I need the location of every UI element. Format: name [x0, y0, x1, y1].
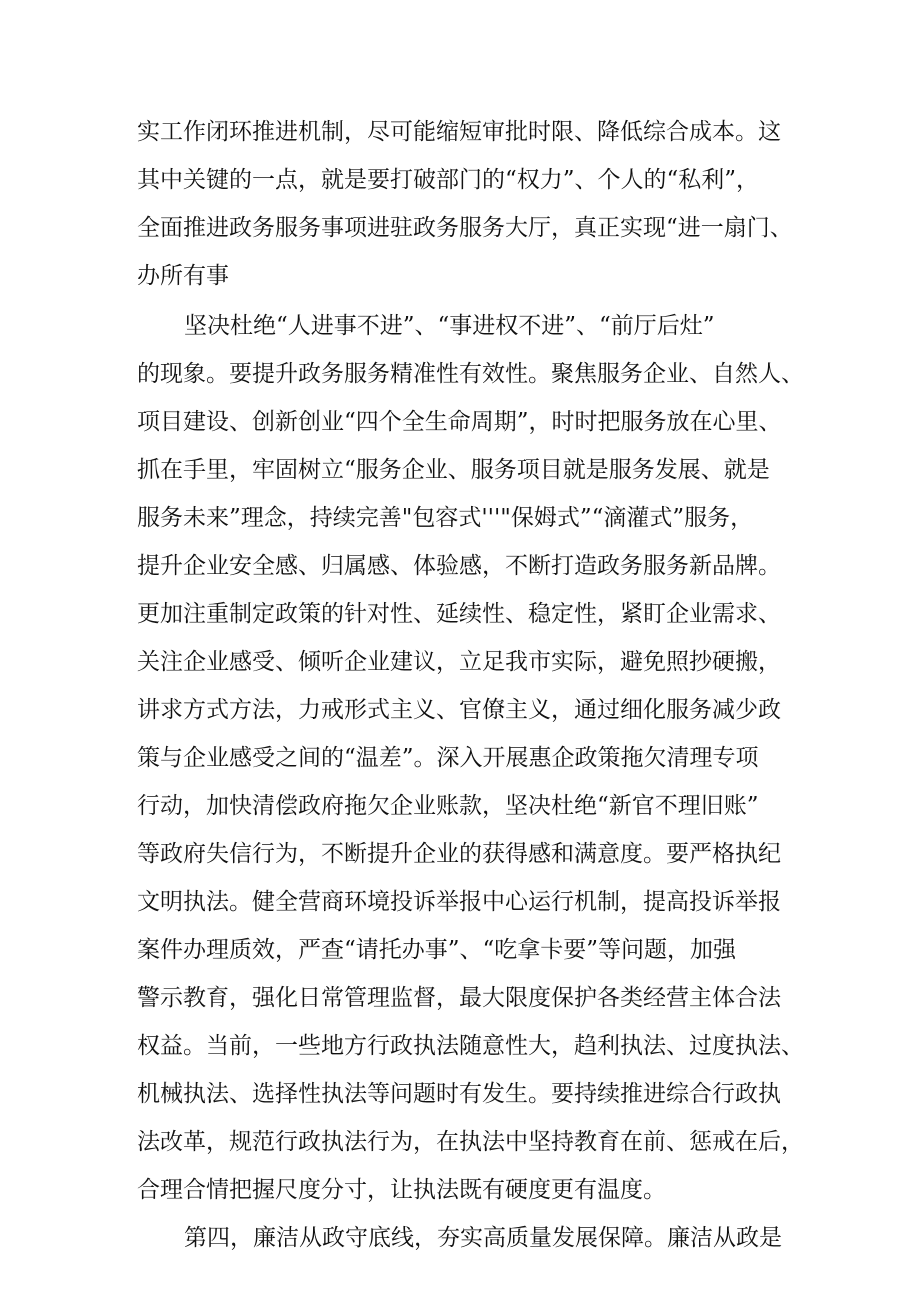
text-line: 抓在手里，牢固树立“服务企业、服务项目就是服务发展、就是 [137, 457, 770, 483]
text-line: 等政府失信行为，不断提升企业的获得感和满意度。要严格执纪 [137, 841, 781, 867]
text-line: 讲求方式方法，力戒形式主义、官僚主义，通过细化服务减少政 [137, 697, 781, 723]
text-line: 合理合情把握尺度分寸，让执法既有硬度更有温度。 [137, 1177, 666, 1203]
text-line: 法改革，规范行政执法行为，在执法中坚持教育在前、惩戒在后， [137, 1129, 804, 1155]
text-line: 提升企业安全感、归属感、体验感，不断打造政务服务新品牌。 [137, 553, 781, 579]
text-line: 行动，加快清偿政府拖欠企业账款，坚决杜绝“新官不理旧账” [137, 793, 759, 819]
text-line: 策与企业感受之间的“温差”。深入开展惠企政策拖欠清理专项 [137, 745, 759, 771]
text-line: 权益。当前，一些地方行政执法随意性大，趋利执法、过度执法、 [137, 1033, 804, 1059]
text-line: 关注企业感受、倾听企业建议，立足我市实际，避免照抄硬搬， [137, 649, 781, 675]
text-line: 服务未来”理念，持续完善"包容式'''"保姆式”“滴灌式”服务， [137, 505, 754, 531]
text-line: 第四，廉洁从政守底线，夯实高质量发展保障。廉洁从政是 [184, 1225, 782, 1251]
text-line: 的现象。要提升政务服务精准性有效性。聚焦服务企业、自然人、 [137, 361, 804, 387]
text-line: 机械执法、选择性执法等问题时有发生。要持续推进综合行政执 [137, 1081, 781, 1107]
text-line: 全面推进政务服务事项进驻政务服务大厅，真正实现“进一扇门、 [137, 215, 793, 241]
text-line: 实工作闭环推进机制，尽可能缩短审批时限、降低综合成本。这 [137, 119, 781, 145]
text-line: 案件办理质效，严查“请托办事”、“吃拿卡要”等问题，加强 [137, 937, 737, 963]
text-line: 其中关键的一点，就是要打破部门的“权力”、个人的“私利”， [137, 167, 760, 193]
text-line: 文明执法。健全营商环境投诉举报中心运行机制，提高投诉举报 [137, 889, 781, 915]
text-line: 更加注重制定政策的针对性、延续性、稳定性，紧盯企业需求、 [137, 601, 781, 627]
text-line: 项目建设、创新创业“四个全生命周期”，时时把服务放在心里、 [137, 409, 782, 435]
text-line: 办所有事 [137, 263, 229, 289]
text-line: 警示教育，强化日常管理监督，最大限度保护各类经营主体合法 [137, 985, 781, 1011]
text-line: 坚决杜绝“人进事不进”、“事进权不进”、“前厅后灶” [184, 313, 715, 339]
